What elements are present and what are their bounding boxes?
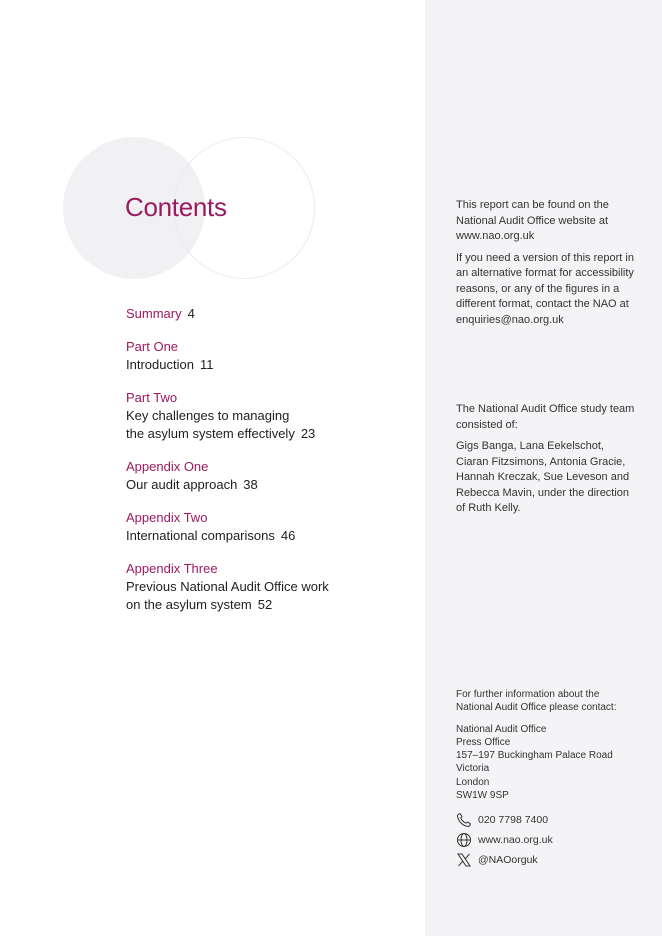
toc-description: Previous National Audit Office work xyxy=(126,579,329,594)
toc-description: the asylum system effectively xyxy=(126,426,295,441)
website-link[interactable]: www.nao.org.uk xyxy=(478,833,553,846)
phone-row[interactable] xyxy=(456,810,636,830)
phone-icon xyxy=(456,812,472,828)
toc-heading: Part Two xyxy=(126,390,178,405)
toc-page-number: 52 xyxy=(257,597,273,612)
phone-number: 020 7798 7400 xyxy=(478,813,549,826)
toc-page-number: 38 xyxy=(243,477,258,492)
page-title: Contents xyxy=(125,192,227,222)
x-twitter-icon xyxy=(456,852,472,868)
toc-description: Key challenges to managing xyxy=(126,408,290,423)
twitter-handle[interactable]: @NAOorguk xyxy=(478,853,538,866)
address-line: Press Office xyxy=(456,736,511,748)
website-row[interactable] xyxy=(456,830,636,850)
toc-page-number: 23 xyxy=(300,426,316,441)
toc-heading: Appendix One xyxy=(126,459,209,474)
contact-info xyxy=(456,688,636,870)
toc-entry-part-one[interactable] xyxy=(126,338,416,374)
toc-heading: Part One xyxy=(126,339,179,354)
study-team xyxy=(456,402,636,523)
team-intro: The National Audit Office study team consisted of: xyxy=(456,403,635,431)
toc-page-number: 46 xyxy=(280,528,296,543)
address xyxy=(456,723,636,803)
toc-heading: Summary xyxy=(126,306,182,321)
globe-icon xyxy=(456,832,472,848)
toc-description: on the asylum system xyxy=(126,597,252,612)
toc-description: International comparisons xyxy=(126,528,275,543)
address-line: Victoria xyxy=(456,763,490,775)
address-line: SW1W 9SP xyxy=(456,790,509,802)
toc-entry-appendix-three[interactable] xyxy=(126,560,416,614)
toc-page-number: 11 xyxy=(199,357,214,372)
table-of-contents xyxy=(126,305,416,629)
toc-heading: Appendix Two xyxy=(126,510,208,525)
toc-description: Introduction xyxy=(126,357,194,372)
contact-intro: For further information about the National Audit Office please contact: xyxy=(456,689,617,714)
address-line: 157–197 Buckingham Palace Road xyxy=(456,750,613,762)
toc-entry-part-two[interactable] xyxy=(126,389,416,443)
team-members: Gigs Banga, Lana Eekelschot, Ciaran Fitzsimons, Antonia Gracie, Hannah Kreczak, Sue Leveson and Rebecca Mavin, under the direction of Ruth Kelly. xyxy=(456,440,630,514)
toc-heading: Appendix Three xyxy=(126,561,218,576)
toc-entry-summary[interactable] xyxy=(126,305,416,323)
toc-entry-appendix-two[interactable] xyxy=(126,509,416,545)
toc-entry-appendix-one[interactable] xyxy=(126,458,416,494)
toc-description: Our audit approach xyxy=(126,477,238,492)
twitter-row[interactable] xyxy=(456,850,636,870)
report-info xyxy=(456,198,636,334)
accessibility-text: If you need a version of this report in an alternative format for accessibility reasons, or any of the figures in a different format, contact the NAO at enquiries@nao.org.uk xyxy=(456,251,634,326)
address-line: National Audit Office xyxy=(456,723,547,735)
address-line: London xyxy=(456,776,490,788)
report-location-text: This report can be found on the National Audit Office website at www.nao.org.uk xyxy=(456,199,609,242)
toc-page-number: 4 xyxy=(187,306,195,321)
